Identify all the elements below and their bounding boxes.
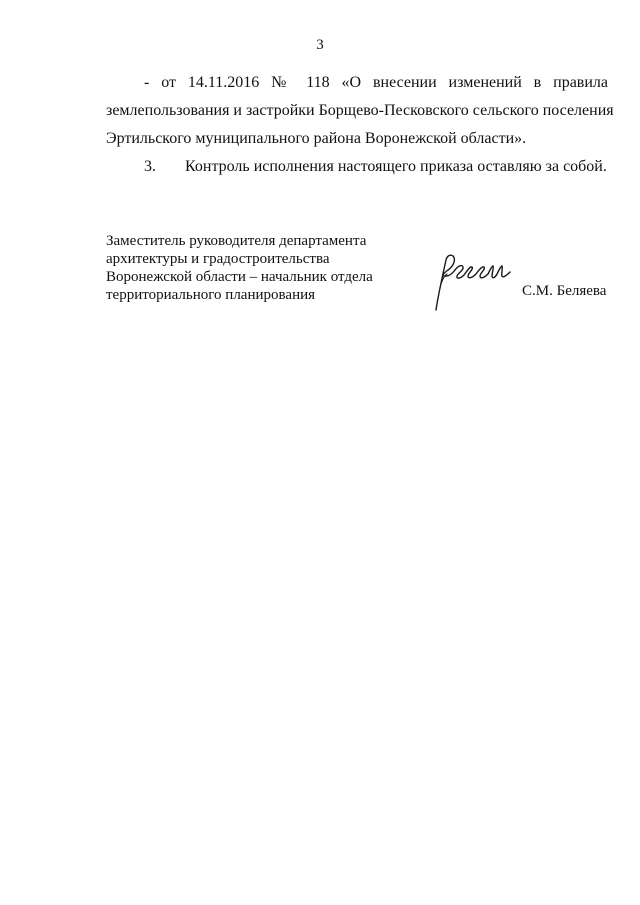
position-line-4: территориального планирования [106, 287, 316, 303]
position-line-3: Воронежской области – начальник отдела [106, 269, 373, 285]
paragraph-line-1: - от 14.11.2016 № 118 «О внесении изменений в правила [144, 74, 608, 91]
signatory-position [106, 232, 373, 304]
paragraph-line-2: землепользования и застройки Борщево-Песковского сельского поселения [106, 102, 614, 119]
handwritten-signature [428, 248, 516, 314]
page-number: 3 [316, 37, 324, 53]
position-line-1: Заместитель руководителя департамента [106, 233, 367, 249]
list-item-text: Контроль исполнения настоящего приказа оставляю за собой. [185, 158, 607, 175]
paragraph-line-3: Эртильского муниципального района Воронежской области». [106, 130, 527, 147]
signer-name: С.М. Беляева [522, 283, 607, 299]
list-item-number: 3. [144, 158, 156, 175]
list-item-3 [144, 153, 614, 181]
position-line-2: архитектуры и градостроительства [106, 251, 330, 267]
